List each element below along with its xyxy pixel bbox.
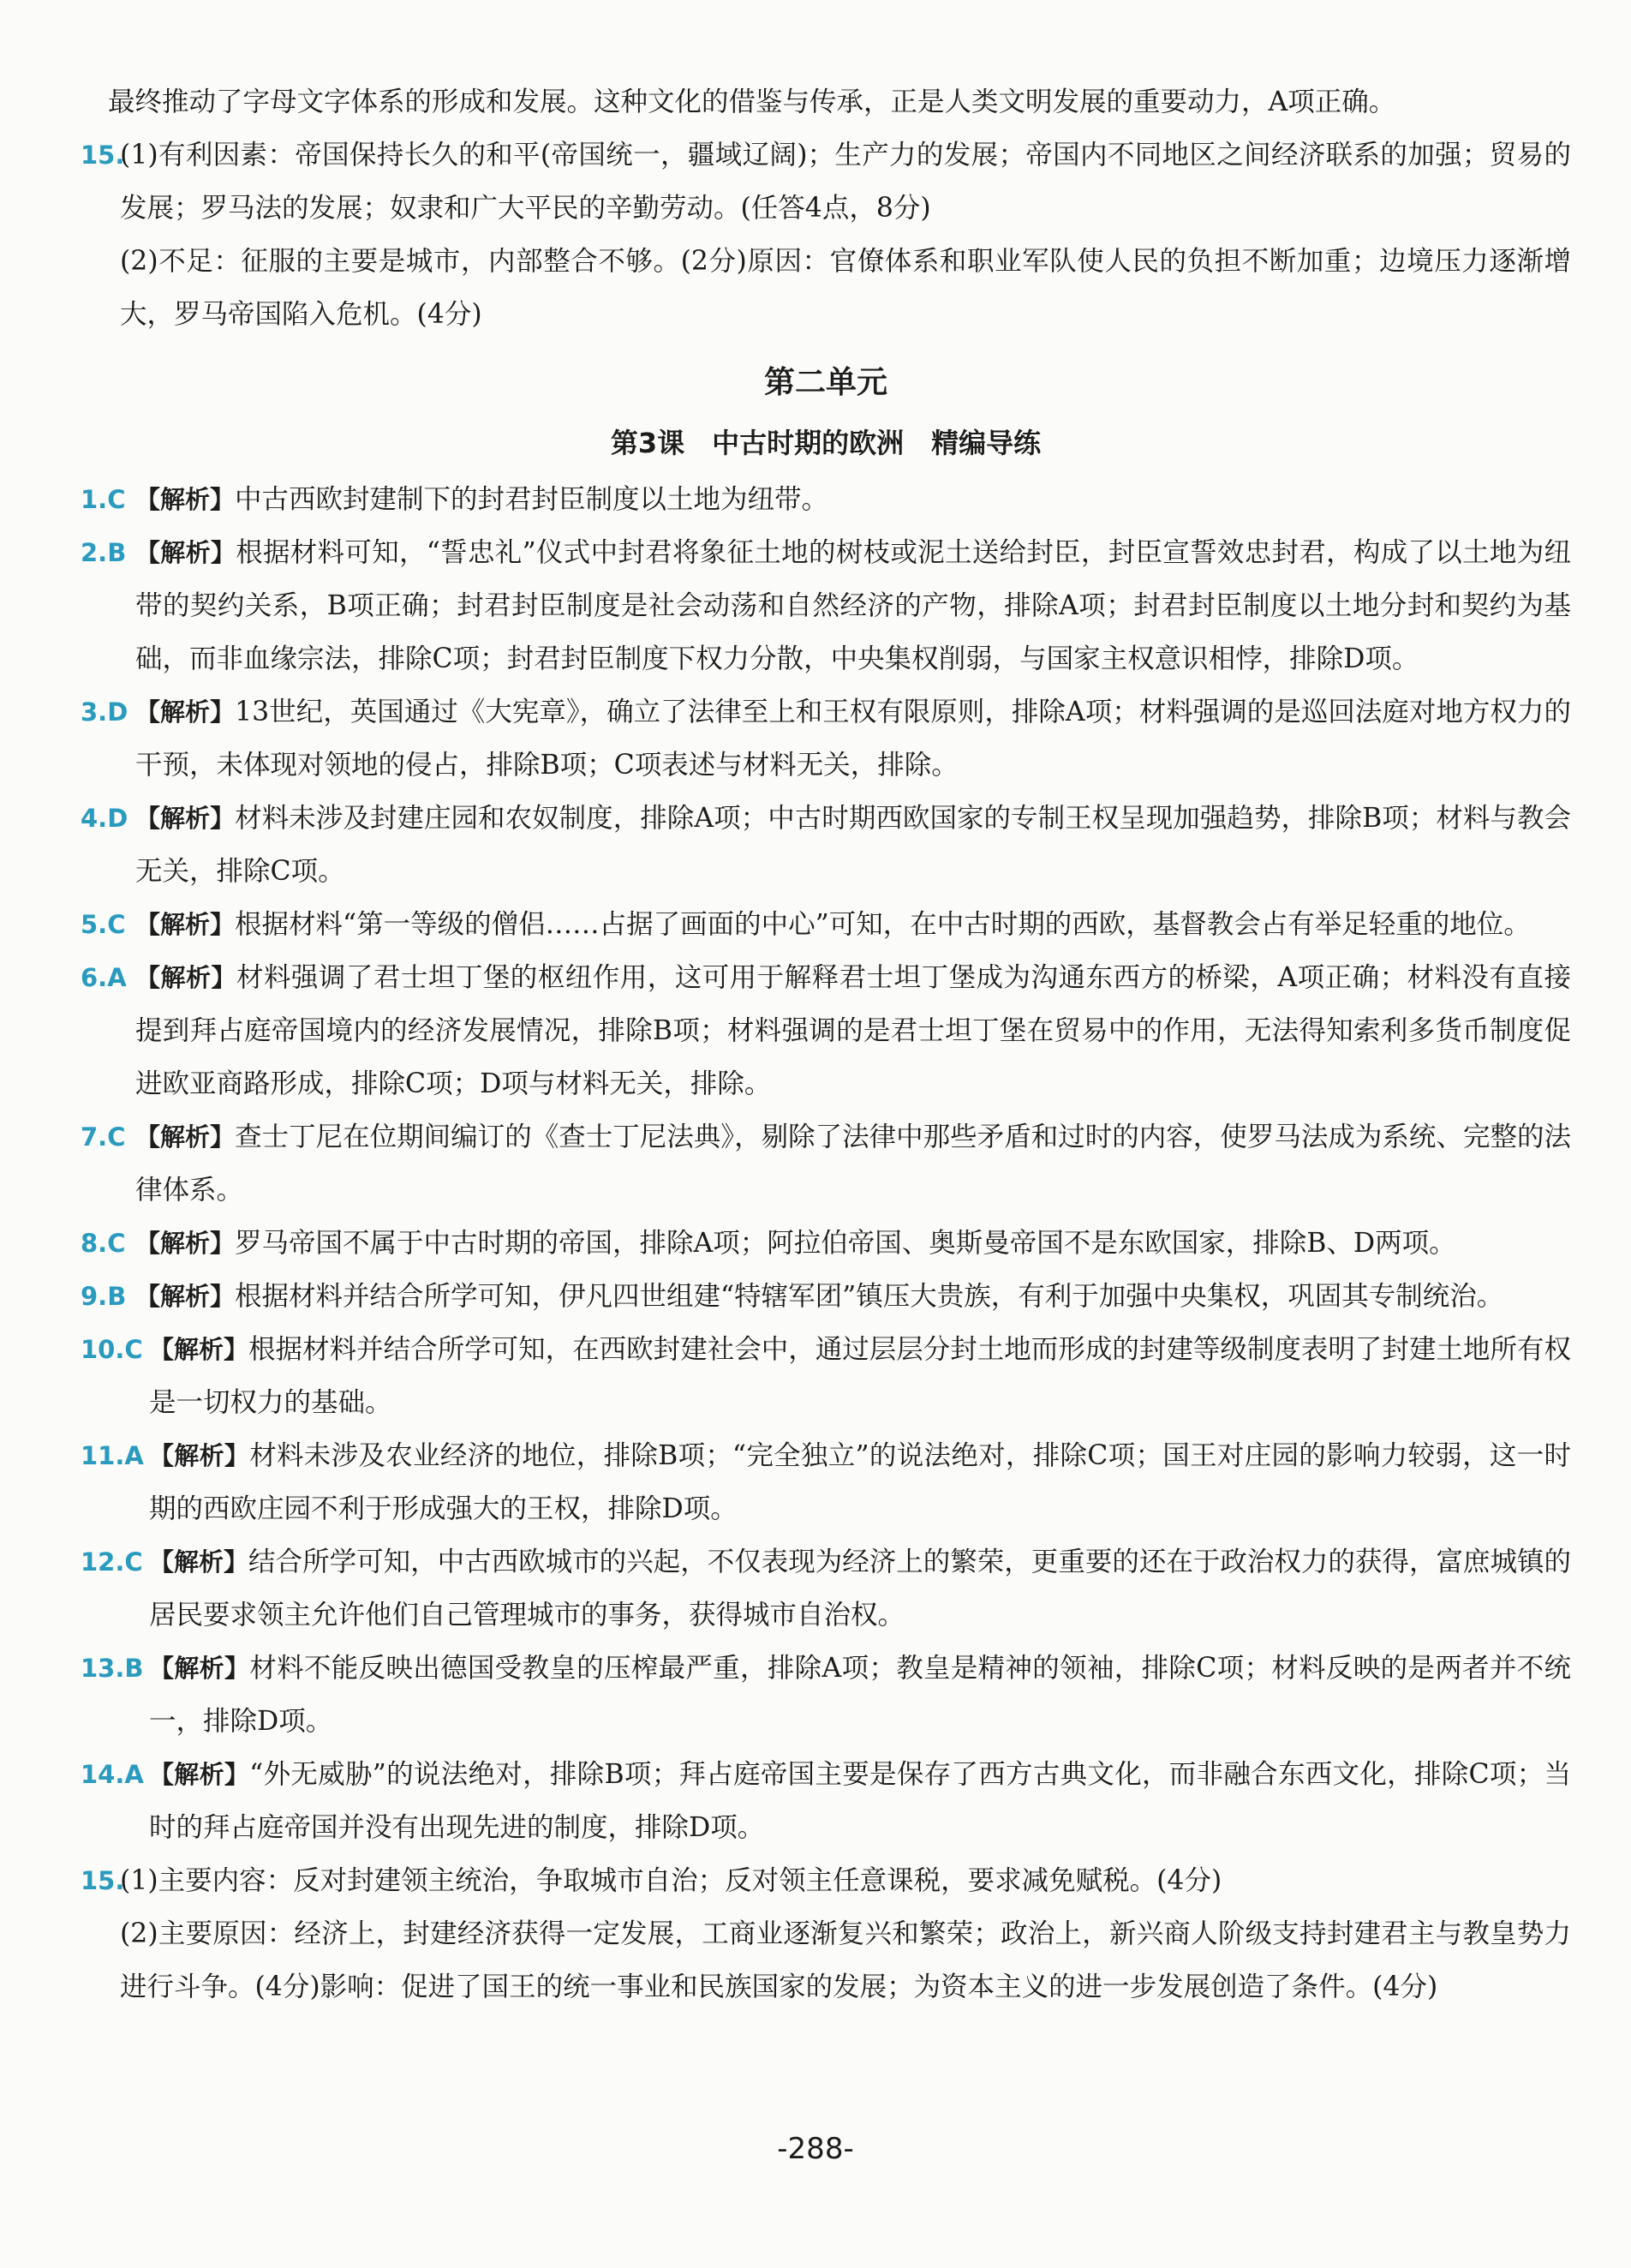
answer-item <box>81 1535 1571 1642</box>
answer-number: 12.C <box>81 1547 143 1577</box>
answer-number: 9.B <box>81 1282 127 1311</box>
lesson-title: 第3课 中古时期的欧洲 精编导练 <box>610 427 1042 459</box>
prev-q15-part2: (2)不足：征服的主要是城市，内部整合不够。(2分)原因：官僚体系和职业军队使人民的负担不断加重；边境压力逐渐增大，罗马帝国陷入危机。(4分) <box>120 246 1571 330</box>
answer-number: 6.A <box>81 963 127 992</box>
answer-body <box>149 1642 1571 1748</box>
answer-body <box>135 1110 1571 1217</box>
q15-part2: (2)主要原因：经济上，封建经济获得一定发展，工商业逐渐复兴和繁荣；政治上，新兴商人阶级支持封建君主与教皇势力进行斗争。(4分)影响：促进了国王的统一事业和民族国家的发展；为资本主义的进一步发展创造了条件。(4分) <box>120 1918 1571 2002</box>
q15-number: 15. <box>81 1866 125 1895</box>
answer-item <box>81 473 1571 526</box>
analysis-tag: 【解析】 <box>135 697 236 727</box>
answer-body <box>135 526 1571 685</box>
answer-text: 根据材料并结合所学可知，在西欧封建社会中，通过层层分封土地而形成的封建等级制度表明了封建土地所有权是一切权力的基础。 <box>149 1334 1571 1418</box>
analysis-tag: 【解析】 <box>149 1335 249 1364</box>
analysis-tag: 【解析】 <box>135 538 236 567</box>
answer-item <box>81 898 1571 951</box>
prev-q15-part1: (1)有利因素：帝国保持长久的和平(帝国统一，疆域辽阔)；生产力的发展；帝国内不同地区之间经济联系的加强；贸易的发展；罗马法的发展；奴隶和广大平民的辛勤劳动。(任答4点，8分) <box>120 140 1571 224</box>
answer-number: 8.C <box>81 1229 126 1258</box>
analysis-tag: 【解析】 <box>149 1547 249 1577</box>
answer-number: 11.A <box>81 1441 144 1470</box>
answer-body <box>135 685 1571 792</box>
prev-q15-number: 15. <box>81 141 125 170</box>
answer-number: 3.D <box>81 697 128 727</box>
answer-item <box>81 1110 1571 1217</box>
answer-item <box>81 526 1571 685</box>
analysis-tag: 【解析】 <box>149 1760 250 1789</box>
answer-body <box>135 1217 1571 1270</box>
answer-text: 根据材料“第一等级的僧侣……占据了画面的中心”可知，在中古时期的西欧，基督教会占有举足轻重的地位。 <box>235 909 1531 940</box>
analysis-tag: 【解析】 <box>135 910 236 939</box>
analysis-tag: 【解析】 <box>135 1282 236 1311</box>
answer-item <box>81 1748 1571 1854</box>
answer-body <box>135 951 1571 1110</box>
answer-number: 4.D <box>81 804 128 833</box>
answer-text: 根据材料并结合所学可知，伊凡四世组建“特辖军团”镇压大贵族，有利于加强中央集权，巩固其专制统治。 <box>235 1281 1504 1312</box>
answer-content <box>81 75 1571 2014</box>
answer-item <box>81 792 1571 898</box>
answer-item <box>81 1429 1571 1535</box>
answer-text: “外无威胁”的说法绝对，排除B项；拜占庭帝国主要是保存了西方古典文化，而非融合东西文化，排除C项；当时的拜占庭帝国并没有出现先进的制度，排除D项。 <box>149 1759 1571 1843</box>
answer-text: 材料未涉及农业经济的地位，排除B项；“完全独立”的说法绝对，排除C项；国王对庄园的影响力较弱，这一时期的西欧庄园不利于形成强大的王权，排除D项。 <box>149 1440 1571 1524</box>
analysis-tag: 【解析】 <box>135 1122 236 1152</box>
answer-text: 材料强调了君士坦丁堡的枢纽作用，这可用于解释君士坦丁堡成为沟通东西方的桥梁，A项正确；材料没有直接提到拜占庭帝国境内的经济发展情况，排除B项；材料强调的是君士坦丁堡在贸易中的作用，无法得知索利多货币制度促进欧亚商路形成，排除C项；D项与材料无关，排除。 <box>135 962 1571 1099</box>
analysis-tag: 【解析】 <box>135 804 236 833</box>
answer-body <box>149 1429 1571 1535</box>
answer-text: 根据材料可知，“誓忠礼”仪式中封君将象征土地的树枝或泥土送给封臣，封臣宣誓效忠封君，构成了以土地为纽带的契约关系，B项正确；封君封臣制度是社会动荡和自然经济的产物，排除A项；封君封臣制度以土地分封和契约为基础，而非血缘宗法，排除C项；封君封臣制度下权力分散，中央集权削弱，与国家主权意识相悖，排除D项。 <box>135 537 1571 674</box>
top-continuation: 最终推动了字母文字体系的形成和发展。这种文化的借鉴与传承，正是人类文明发展的重要动力，A项正确。 <box>108 87 1396 117</box>
page-number: -288- <box>777 2132 854 2166</box>
answer-body <box>135 473 1571 526</box>
answer-text: 查士丁尼在位期间编订的《查士丁尼法典》，剔除了法律中那些矛盾和过时的内容，使罗马法成为系统、完整的法律体系。 <box>135 1122 1571 1206</box>
analysis-tag: 【解析】 <box>135 485 236 514</box>
answer-item <box>81 1642 1571 1748</box>
analysis-tag: 【解析】 <box>149 1654 250 1683</box>
answer-body <box>149 1535 1571 1642</box>
answer-number: 13.B <box>81 1654 144 1683</box>
answer-item <box>81 1323 1571 1429</box>
answer-body <box>135 1270 1571 1323</box>
answer-number: 2.B <box>81 538 127 567</box>
answer-text: 罗马帝国不属于中古时期的帝国，排除A项；阿拉伯帝国、奥斯曼帝国不是东欧国家，排除B、D两项。 <box>235 1228 1456 1259</box>
answer-text: 材料未涉及封建庄园和农奴制度，排除A项；中古时期西欧国家的专制王权呈现加强趋势，排除B项；材料与教会无关，排除C项。 <box>135 803 1571 887</box>
answer-item <box>81 951 1571 1110</box>
answer-body <box>135 898 1571 951</box>
answer-number: 7.C <box>81 1122 126 1152</box>
answer-item <box>81 685 1571 792</box>
prev-question-15 <box>81 129 1571 341</box>
answer-number: 5.C <box>81 910 126 939</box>
question-15 <box>81 1854 1571 2014</box>
answer-list <box>81 473 1571 1854</box>
answer-body <box>149 1323 1571 1429</box>
analysis-tag: 【解析】 <box>135 963 236 992</box>
analysis-tag: 【解析】 <box>149 1441 250 1470</box>
answer-body <box>149 1748 1571 1854</box>
answer-text: 中古西欧封建制下的封君封臣制度以土地为纽带。 <box>235 484 829 515</box>
analysis-tag: 【解析】 <box>135 1229 236 1258</box>
q15-part1: (1)主要内容：反对封建领主统治，争取城市自治；反对领主任意课税，要求减免赋税。(4分) <box>120 1865 1222 1896</box>
unit-title: 第二单元 <box>763 365 887 400</box>
answer-text: 结合所学可知，中古西欧城市的兴起，不仅表现为经济上的繁荣，更重要的还在于政治权力的获得，富庶城镇的居民要求领主允许他们自己管理城市的事务，获得城市自治权。 <box>149 1547 1571 1631</box>
answer-item <box>81 1270 1571 1323</box>
answer-number: 10.C <box>81 1335 143 1364</box>
answer-body <box>135 792 1571 898</box>
answer-item <box>81 1217 1571 1270</box>
answer-text: 13世纪，英国通过《大宪章》，确立了法律至上和王权有限原则，排除A项；材料强调的是巡回法庭对地方权力的干预，未体现对领地的侵占，排除B项；C项表述与材料无关，排除。 <box>135 697 1571 781</box>
answer-text: 材料不能反映出德国受教皇的压榨最严重，排除A项；教皇是精神的领袖，排除C项；材料反映的是两者并不统一，排除D项。 <box>149 1653 1571 1737</box>
answer-number: 14.A <box>81 1760 144 1789</box>
answer-number: 1.C <box>81 485 126 514</box>
